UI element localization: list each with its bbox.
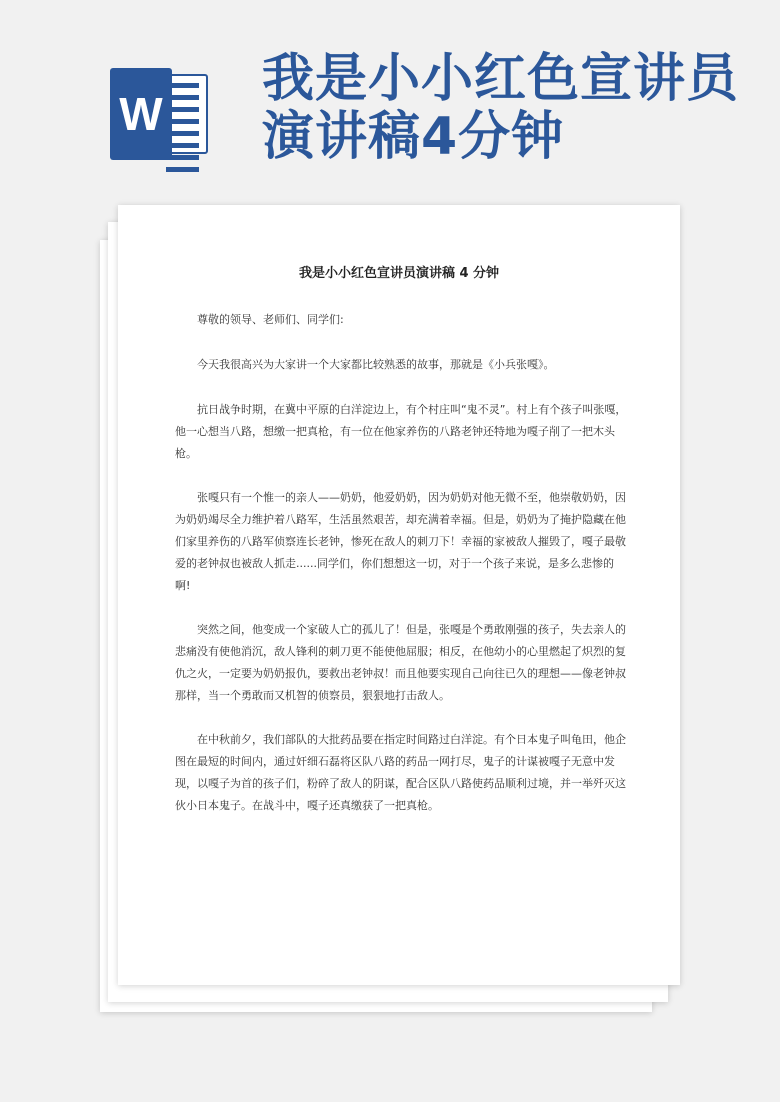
paragraph-greeting: 尊敬的领导、老师们、同学们:	[197, 313, 344, 326]
page-title: 我是小小红色宣讲员演讲稿4分钟	[262, 49, 740, 167]
word-letter-badge: W	[110, 68, 172, 160]
paragraph-orphan: 突然之间，他变成一个家破人亡的孤儿了！但是，张嘎是个勇敢刚强的孩子，失去亲人的悲痛没有使他消沉，敌人锋利的刺刀更不能使他屈服；相反，在他幼小的心里燃起了炽烈的复仇之火，一定要为奶奶报仇，要救出老钟叔！而且他要实现自己向往已久的理想——像老钟叔那样，当一个勇敢而又机智的侦察员，狠狠地打击敌人。	[175, 623, 626, 702]
paragraph-mid-autumn: 在中秋前夕，我们部队的大批药品要在指定时间路过白洋淀。有个日本鬼子叫龟田，他企图在最短的时间内，通过奸细石磊将区队八路的药品一网打尽，鬼子的计谋被嘎子无意中发现，以嘎子为首的孩子们，粉碎了敌人的阴谋，配合区队八路使药品顺利过境，并一举歼灭这伙小日本鬼子。在战斗中，嘎子还真缴获了一把真枪。	[175, 733, 626, 812]
word-document-icon	[110, 68, 210, 160]
paragraph-grandmother: 张嘎只有一个惟一的亲人——奶奶，他爱奶奶，因为奶奶对他无微不至，他崇敬奶奶，因为奶奶竭尽全力维护着八路军，生活虽然艰苦，却充满着幸福。但是，奶奶为了掩护隐藏在他们家里养伤的八路军侦察连长老钟，惨死在敌人的刺刀下！幸福的家被敌人摧毁了，嘎子最敬爱的老钟叔也被敌人抓走......同学们，你们想想这一切，对于一个孩子来说，是多么悲惨的啊!	[175, 491, 626, 592]
document-title: 我是小小红色宣讲员演讲稿 4 分钟	[298, 266, 500, 281]
paragraph-background: 抗日战争时期，在冀中平原的白洋淀边上，有个村庄叫“鬼不灵”。村上有个孩子叫张嘎，他一心想当八路，想缴一把真枪，有一位在他家养伤的八路老钟还特地为嘎子削了一把木头枪。	[175, 403, 627, 460]
paragraph-intro: 今天我很高兴为大家讲一个大家都比较熟悉的故事，那就是《小兵张嘎》。	[197, 358, 555, 371]
document-page	[118, 205, 680, 985]
